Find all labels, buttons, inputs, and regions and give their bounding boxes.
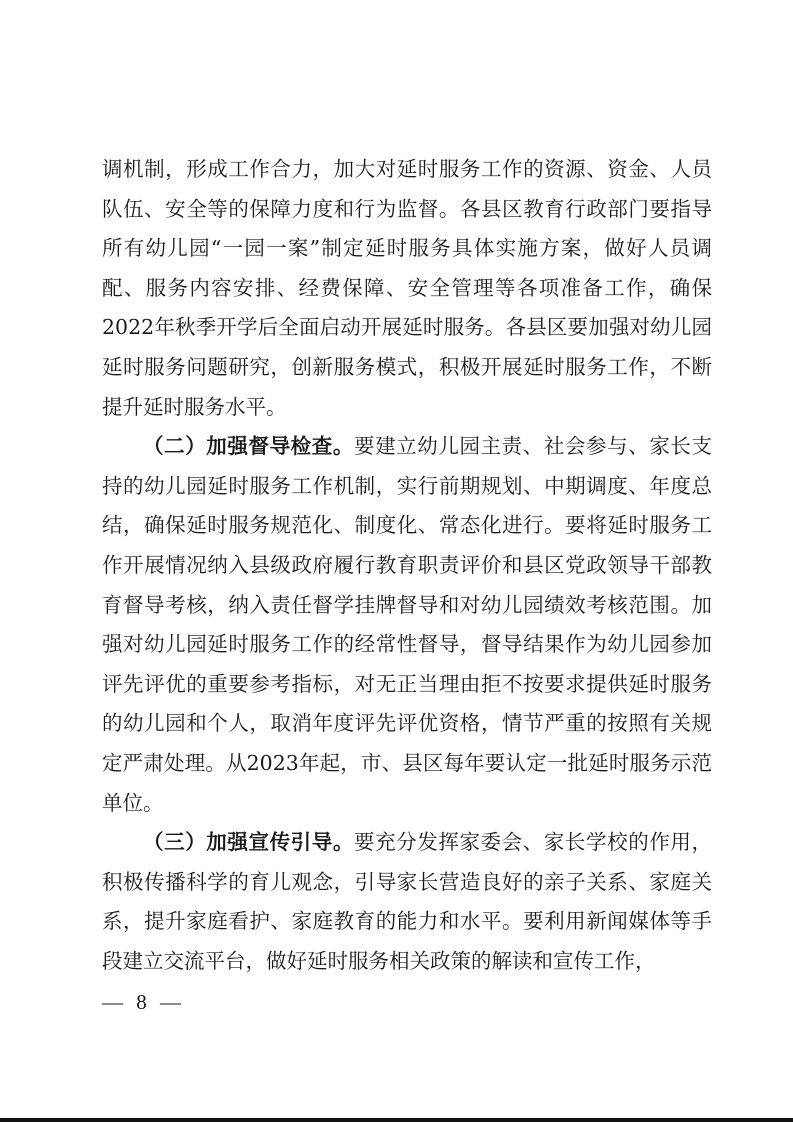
paragraph-text: 要建立幼儿园主责、社会参与、家长支持的幼儿园延时服务工作机制，实行前期规划、中期调度、年度总结，确保延时服务规范化、制度化、常态化进行。要将延时服务工作开展情况纳入县级政府履行教育职责评价和县区党政领导干部教育督导考核，纳入责任督学挂牌督导和对幼儿园绩效考核范围。加强对幼儿园延时服务工作的经常性督导，督导结果作为幼儿园参加评先评优的重要参考指标，对无正当理由拒不按要求提供延时服务的幼儿园和个人，取消年度评先评优资格，情节严重的按照有关规定严肃处理。从2023年起，市、县区每年要认定一批延时服务示范单位。 bbox=[102, 434, 713, 815]
paragraph-text: 要充分发挥家委会、家长学校的作用，积极传播科学的育儿观念，引导家长营造良好的亲子关系、家庭关系，提升家庭看护、家庭教育的能力和水平。要利用新闻媒体等手段建立交流平台，做好延时服务相关政策的解读和宣传工作， bbox=[102, 830, 713, 973]
page-bottom-border bbox=[0, 1118, 793, 1122]
section-heading: （二）加强督导检查。 bbox=[143, 434, 354, 459]
paragraph-continuation bbox=[102, 150, 712, 427]
paragraph-publicity bbox=[102, 823, 712, 981]
section-heading: （三）加强宣传引导。 bbox=[143, 830, 354, 855]
body-text bbox=[102, 150, 712, 981]
page-number: — 8 — bbox=[102, 990, 185, 1014]
paragraph-text: 调机制，形成工作合力，加大对延时服务工作的资源、资金、人员队伍、安全等的保障力度和行为监督。各县区教育行政部门要指导所有幼儿园“一园一案”制定延时服务具体实施方案，做好人员调配、服务内容安排、经费保障、安全管理等各项准备工作，确保2022年秋季开学后全面启动开展延时服务。各县区要加强对幼儿园延时服务问题研究，创新服务模式，积极开展延时服务工作，不断提升延时服务水平。 bbox=[102, 157, 712, 419]
paragraph-supervision bbox=[102, 427, 712, 823]
